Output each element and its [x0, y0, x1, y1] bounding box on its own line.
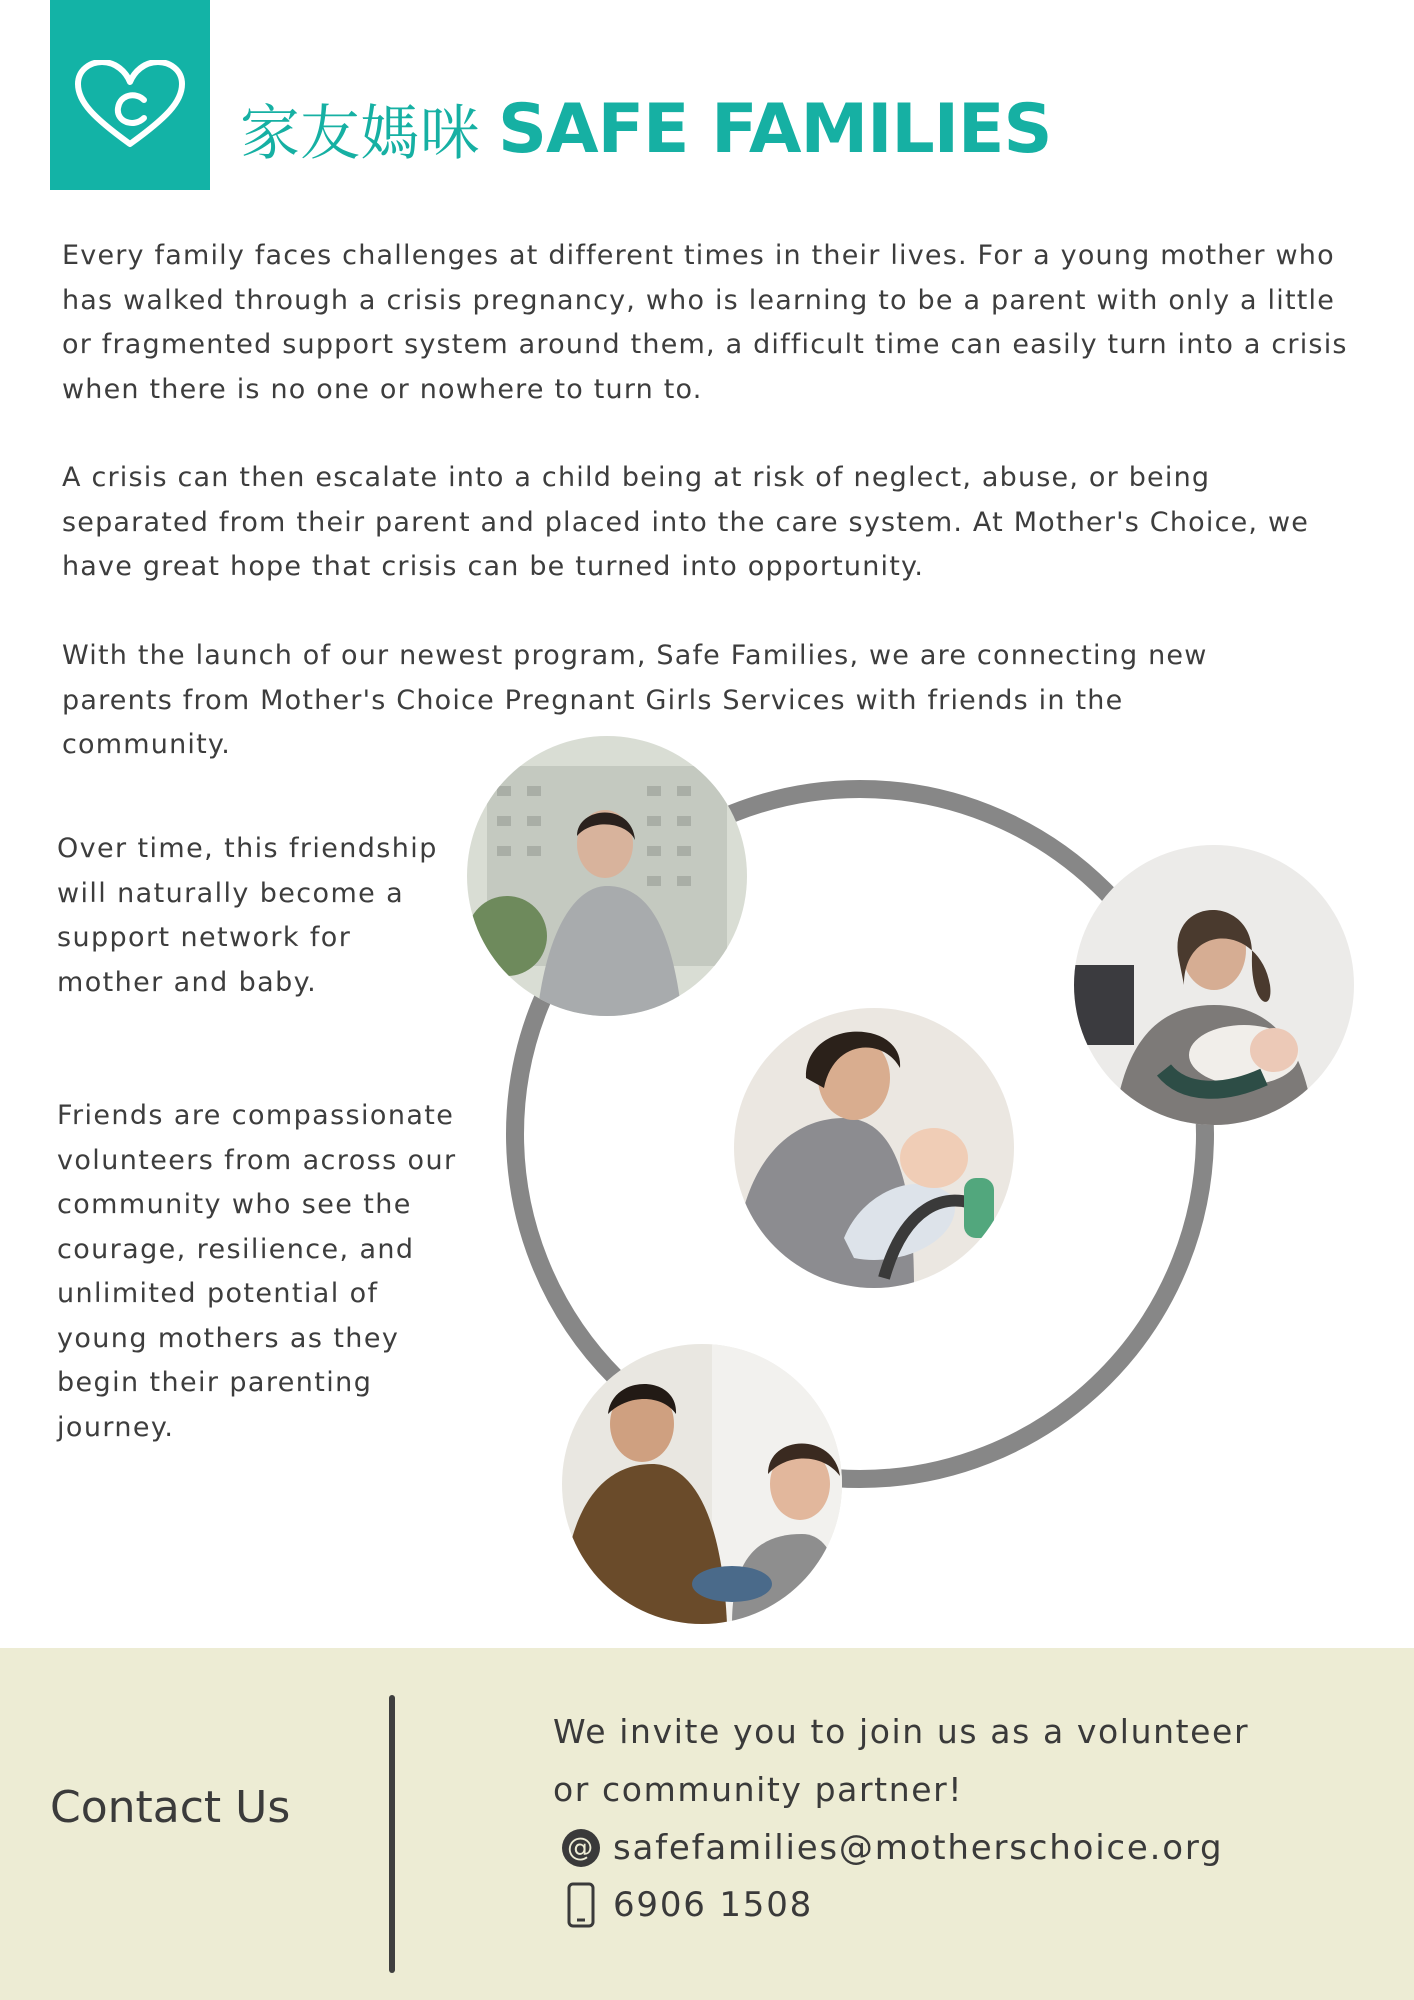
phone-row[interactable]	[561, 1880, 813, 1930]
photo-volunteer-with-baby	[1074, 845, 1354, 1125]
contact-title: Contact Us	[50, 1782, 291, 1833]
title-english: SAFE FAMILIES	[498, 89, 1052, 169]
title-chinese: 家友媽咪	[240, 99, 480, 169]
phone-number[interactable]: 6906 1508	[613, 1885, 814, 1925]
invite-line-2: or community partner!	[553, 1770, 964, 1809]
logo	[50, 0, 210, 190]
footer-divider	[389, 1695, 395, 1973]
photo-father-and-friend	[562, 1344, 842, 1624]
page-title	[240, 86, 1051, 176]
intro-paragraph-2: A crisis can then escalate into a child being at risk of neglect, abuse, or being separated from their parent and placed into the care system. At Mother's Choice, we have great hope that crisis can be turned into opportunity.	[62, 462, 1310, 582]
svg-text:@: @	[567, 1833, 595, 1863]
heart-c-logo-icon	[74, 60, 186, 150]
phone-icon	[561, 1883, 601, 1927]
intro-paragraph-1: Every family faces challenges at different times in their lives. For a young mother who has walked through a crisis pregnancy, who is learning to be a parent with only a little or fragmented support system around them, a difficult time can easily turn into a crisis when there is no one or nowhere to turn to.	[62, 240, 1348, 405]
intro-paragraph-3: With the launch of our newest program, Safe Families, we are connecting new parents from Mother's Choice Pregnant Girls Services with friends in the community.	[62, 640, 1208, 760]
side-paragraph-1: Over time, this friendship will naturally become a support network for mother and baby.	[57, 833, 438, 998]
email-row[interactable]	[561, 1823, 1223, 1873]
photo-mother-with-baby	[734, 1008, 1014, 1288]
email-link[interactable]: safefamilies@motherschoice.org	[613, 1828, 1224, 1868]
photo-young-mother	[467, 736, 747, 1016]
invite-line-1: We invite you to join us as a volunteer	[553, 1712, 1250, 1751]
at-sign-icon	[561, 1826, 601, 1870]
side-paragraph-2: Friends are compassionate volunteers from across our community who see the courage, resilience, and unlimited potential of young mothers as they begin their parenting journey.	[57, 1100, 457, 1443]
